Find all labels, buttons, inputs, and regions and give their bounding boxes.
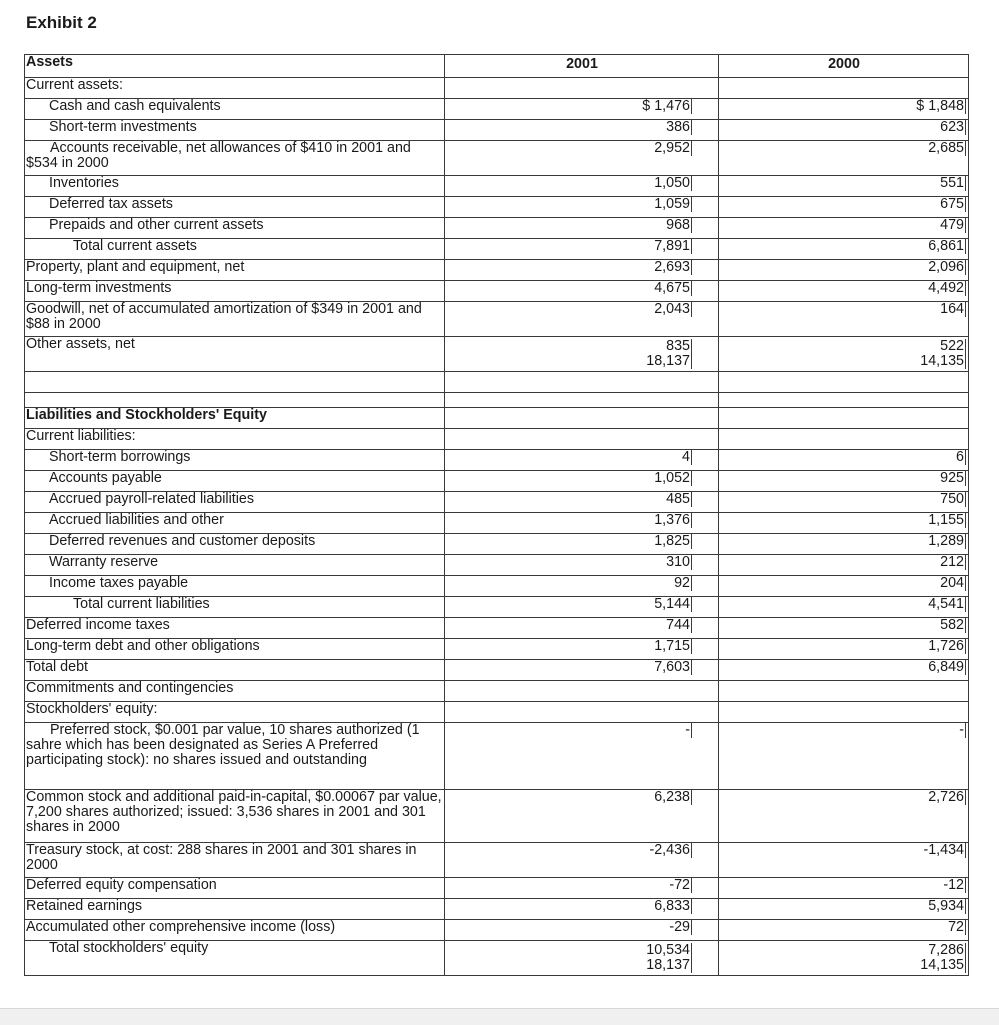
row-label: Long-term debt and other obligations <box>25 639 445 660</box>
table-row <box>25 176 969 197</box>
value-2001: 1,715 <box>654 638 690 654</box>
table-row <box>25 597 969 618</box>
row-label: Short-term borrowings <box>25 450 445 471</box>
total-liab-equity-2000: 14,135 <box>920 957 964 973</box>
header-row <box>25 55 969 78</box>
value-2001: 968 <box>666 217 690 233</box>
row-label: Stockholders' equity: <box>25 702 445 723</box>
row-label: Accounts payable <box>25 471 445 492</box>
row-label: Inventories <box>25 176 445 197</box>
value-2001: -2,436 <box>649 842 690 858</box>
value-2000: 5,934 <box>928 898 964 914</box>
value-2000: 1,155 <box>928 512 964 528</box>
table-row <box>25 723 969 790</box>
value-2000: 72 <box>948 919 964 935</box>
value-2000: 164 <box>940 301 964 317</box>
table-row <box>25 218 969 239</box>
row-label: Deferred tax assets <box>25 197 445 218</box>
table-row <box>25 260 969 281</box>
spacer-row <box>25 393 969 408</box>
value-2001: 6,238 <box>654 789 690 805</box>
value-2000: 4,492 <box>928 280 964 296</box>
value-2001: 2,693 <box>654 259 690 275</box>
table-row <box>25 555 969 576</box>
row-label: Common stock and additional paid-in-capital, $0.00067 par value, 7,200 shares authorized; issued: 3,536 shares in 2001 and 301 shares in 2000 <box>25 790 445 843</box>
value-2000: 925 <box>940 470 964 486</box>
value-2000: 2,726 <box>928 789 964 805</box>
row-label: Deferred income taxes <box>25 618 445 639</box>
value-2000: 623 <box>940 119 964 135</box>
table-row <box>25 513 969 534</box>
table-row <box>25 197 969 218</box>
table-row <box>25 239 969 260</box>
year-2001-heading: 2001 <box>445 55 719 78</box>
table-row <box>25 576 969 597</box>
row-label: Preferred stock, $0.001 par value, 10 shares authorized (1 sahre which has been designated as Series A Preferred participating stock): no shares issued and outstanding <box>25 723 445 790</box>
row-label: Deferred equity compensation <box>25 878 445 899</box>
value-2000: 2,685 <box>928 140 964 156</box>
table-row <box>25 878 969 899</box>
value-2000: 7,286 <box>928 942 964 958</box>
table-row <box>25 702 969 723</box>
value-2000: 4,541 <box>928 596 964 612</box>
value-2001: 744 <box>666 617 690 633</box>
value-2001: -29 <box>669 919 690 935</box>
value-2000: 6,861 <box>928 238 964 254</box>
value-2001: 835 <box>666 338 690 354</box>
row-label: Total debt <box>25 660 445 681</box>
value-2000: -1,434 <box>923 842 964 858</box>
total-assets-2001: 18,137 <box>646 353 690 369</box>
value-2001: -72 <box>669 877 690 893</box>
row-label: Current liabilities: <box>25 429 445 450</box>
value-2001: 386 <box>666 119 690 135</box>
value-2001: 2,043 <box>654 301 690 317</box>
value-2000: 551 <box>940 175 964 191</box>
value-2000: 750 <box>940 491 964 507</box>
value-2000: 522 <box>940 338 964 354</box>
total-assets-2000: 14,135 <box>920 353 964 369</box>
value-2000: - <box>954 723 966 738</box>
value-2001: 5,144 <box>654 596 690 612</box>
table-row <box>25 920 969 941</box>
value-2001: 10,534 <box>646 942 690 958</box>
value-2000: 6 <box>954 450 966 465</box>
value-2001: 310 <box>666 554 690 570</box>
exhibit-title: Exhibit 2 <box>26 13 97 32</box>
value-2000: 582 <box>940 617 964 633</box>
table-row <box>25 281 969 302</box>
value-2000: 2,096 <box>928 259 964 275</box>
value-2000: 6,849 <box>928 659 964 675</box>
value-2000: 212 <box>940 554 964 570</box>
row-label: Warranty reserve <box>25 555 445 576</box>
value-2001: 4 <box>680 450 692 465</box>
table-row <box>25 120 969 141</box>
value-2001: 6,833 <box>654 898 690 914</box>
row-label: Retained earnings <box>25 899 445 920</box>
row-label: Total current assets <box>25 239 445 260</box>
balance-sheet-table <box>24 54 969 976</box>
table-row <box>25 660 969 681</box>
row-label: Other assets, net <box>25 337 445 372</box>
row-label: Income taxes payable <box>25 576 445 597</box>
value-2000: 1,726 <box>928 638 964 654</box>
value-2001: 92 <box>674 575 690 591</box>
spacer-row <box>25 372 969 393</box>
table-row <box>25 302 969 337</box>
row-label: Total stockholders' equity <box>25 941 445 976</box>
value-2000: 204 <box>940 575 964 591</box>
value-2001: 1,050 <box>654 175 690 191</box>
row-label: Cash and cash equivalents <box>25 99 445 120</box>
year-2000-heading: 2000 <box>719 55 969 78</box>
table-row <box>25 78 969 99</box>
row-label: Prepaids and other current assets <box>25 218 445 239</box>
row-label: Property, plant and equipment, net <box>25 260 445 281</box>
table-row <box>25 681 969 702</box>
value-2001: 4,675 <box>654 280 690 296</box>
value-2000: 479 <box>940 217 964 233</box>
assets-heading: Assets <box>25 55 445 78</box>
page-bottom-edge <box>0 1008 999 1025</box>
value-2000: 675 <box>940 196 964 212</box>
value-2000: -12 <box>943 877 964 893</box>
value-2001: 7,603 <box>654 659 690 675</box>
table-row <box>25 899 969 920</box>
table-row <box>25 843 969 878</box>
value-2001: 1,825 <box>654 533 690 549</box>
value-2001: 7,891 <box>654 238 690 254</box>
row-label: Accrued liabilities and other <box>25 513 445 534</box>
row-label: Deferred revenues and customer deposits <box>25 534 445 555</box>
table-row <box>25 492 969 513</box>
table-row <box>25 639 969 660</box>
table-row <box>25 429 969 450</box>
table-row <box>25 534 969 555</box>
liabilities-heading: Liabilities and Stockholders' Equity <box>25 408 445 429</box>
row-label: Commitments and contingencies <box>25 681 445 702</box>
row-label: Accumulated other comprehensive income (loss) <box>25 920 445 941</box>
row-label: Long-term investments <box>25 281 445 302</box>
value-2001: 1,059 <box>654 196 690 212</box>
table-row <box>25 99 969 120</box>
table-row <box>25 408 969 429</box>
value-2001: 485 <box>666 491 690 507</box>
table-row <box>25 141 969 176</box>
value-2001: 2,952 <box>654 140 690 156</box>
row-label: Current assets: <box>25 78 445 99</box>
total-liab-equity-2001: 18,137 <box>646 957 690 973</box>
value-2001: 1,376 <box>654 512 690 528</box>
row-label: Total current liabilities <box>25 597 445 618</box>
value-2001: - <box>680 723 692 738</box>
table-row <box>25 618 969 639</box>
row-label: Treasury stock, at cost: 288 shares in 2001 and 301 shares in 2000 <box>25 843 445 878</box>
table-row <box>25 337 969 372</box>
row-label: Accrued payroll-related liabilities <box>25 492 445 513</box>
row-label: Short-term investments <box>25 120 445 141</box>
row-label: Goodwill, net of accumulated amortization of $349 in 2001 and $88 in 2000 <box>25 302 445 337</box>
value-2000: 1,289 <box>928 533 964 549</box>
row-label: Accounts receivable, net allowances of $410 in 2001 and $534 in 2000 <box>25 141 445 176</box>
value-2001: $ 1,476 <box>642 98 690 114</box>
table-row <box>25 941 969 976</box>
table-row <box>25 471 969 492</box>
table-row <box>25 790 969 843</box>
value-2001: 1,052 <box>654 470 690 486</box>
table-row <box>25 450 969 471</box>
value-2000: $ 1,848 <box>916 98 964 114</box>
